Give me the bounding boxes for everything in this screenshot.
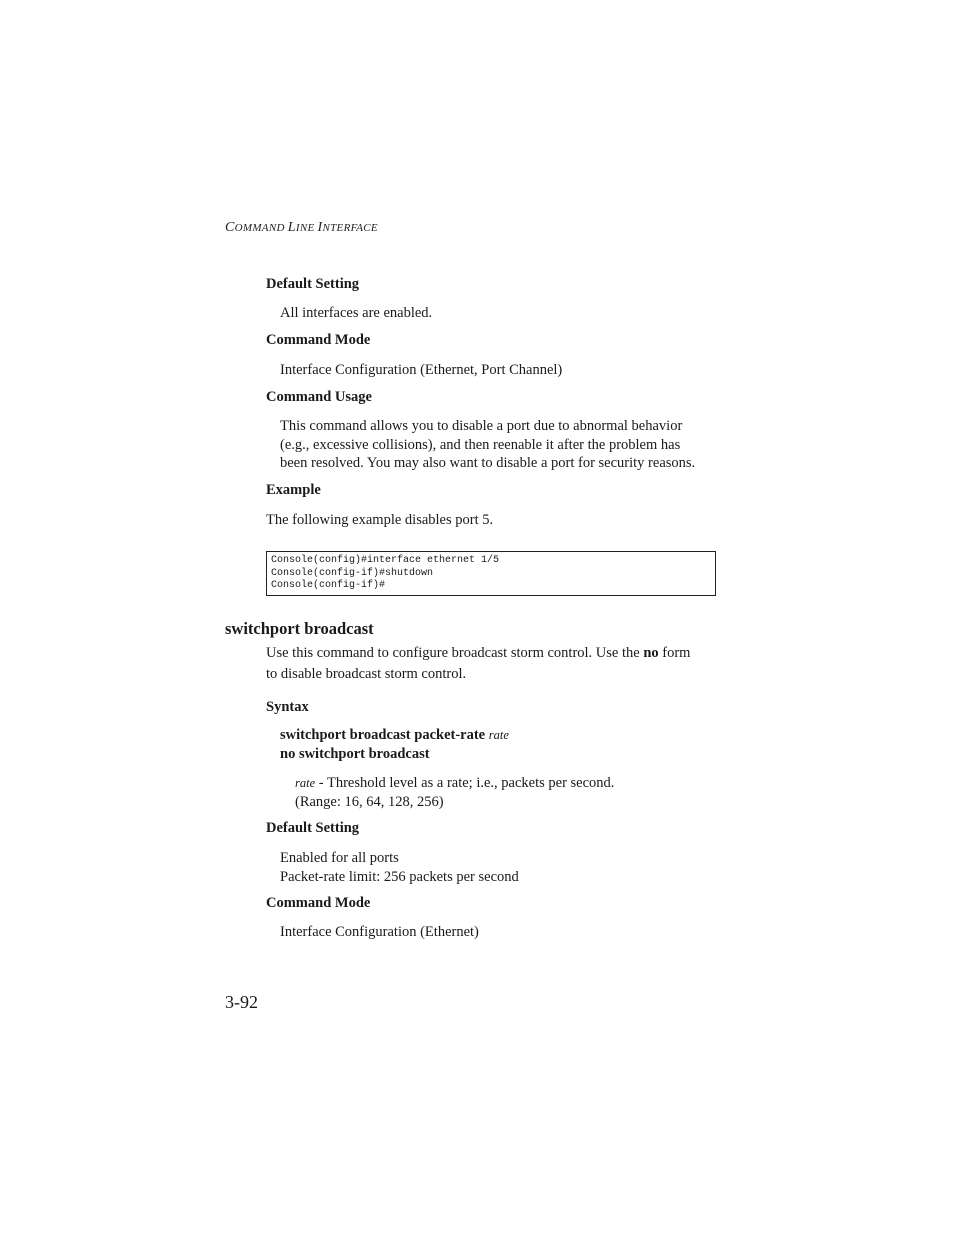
code-line: Console(config-if)#shutdown — [271, 567, 434, 579]
usage-line: This command allows you to disable a port due to abnormal behavior — [280, 418, 683, 434]
no-keyword: no — [643, 645, 659, 661]
example-text: The following example disables port 5. — [266, 512, 494, 528]
code-line: Console(config)#interface ethernet 1/5 — [271, 555, 500, 566]
syntax-command: switchport broadcast packet-rate rate — [280, 727, 509, 743]
command-mode-heading: Command Mode — [266, 332, 371, 348]
header-cap-l: L — [287, 220, 296, 235]
default-setting-text-2: Enabled for all ports Packet-rate limit: 256 packets per second — [280, 850, 519, 885]
header-cap-c: C — [225, 220, 235, 235]
syntax-param: rate — [488, 728, 509, 742]
running-header — [225, 220, 378, 236]
code-example — [266, 551, 716, 596]
header-cap-i: I — [317, 220, 323, 235]
usage-line: (e.g., excessive collisions), and then reenable it after the problem has — [280, 436, 681, 453]
header-sc-ine: INE — [295, 222, 318, 234]
code-line: Console(config-if)# — [271, 580, 386, 591]
intro-paragraph — [266, 643, 716, 685]
header-sc-ommand: OMMAND — [234, 222, 288, 234]
command-mode-heading-2: Command Mode — [266, 895, 371, 911]
syntax-no-command: no switchport broadcast — [280, 746, 430, 762]
syntax-heading: Syntax — [266, 699, 309, 715]
usage-line: been resolved. You may also want to disable a port for security reasons. — [280, 455, 696, 471]
default-setting-text: All interfaces are enabled. — [280, 305, 433, 321]
command-mode-text: Interface Configuration (Ethernet, Port Channel) — [280, 362, 563, 378]
param-range: (Range: 16, 64, 128, 256) — [295, 793, 444, 810]
intro-line: Use this command to configure broadcast storm control. Use the no form — [266, 645, 691, 661]
default-setting-heading-2: Default Setting — [266, 820, 360, 836]
param-name: rate — [295, 776, 316, 790]
command-mode-text-2: Interface Configuration (Ethernet) — [280, 924, 479, 940]
example-heading: Example — [266, 482, 321, 498]
page-number: 3-92 — [225, 992, 258, 1012]
command-usage-paragraph — [280, 417, 712, 473]
intro-line: to disable broadcast storm control. — [266, 666, 467, 682]
param-description: rate - Threshold level as a rate; i.e., packets per second. (Range: 16, 64, 128, 256) — [295, 775, 615, 810]
section-title: switchport broadcast — [225, 619, 374, 638]
header-sc-nterface: NTERFACE — [322, 222, 378, 234]
command-usage-heading: Command Usage — [266, 389, 372, 405]
default-setting-heading: Default Setting — [266, 276, 360, 292]
